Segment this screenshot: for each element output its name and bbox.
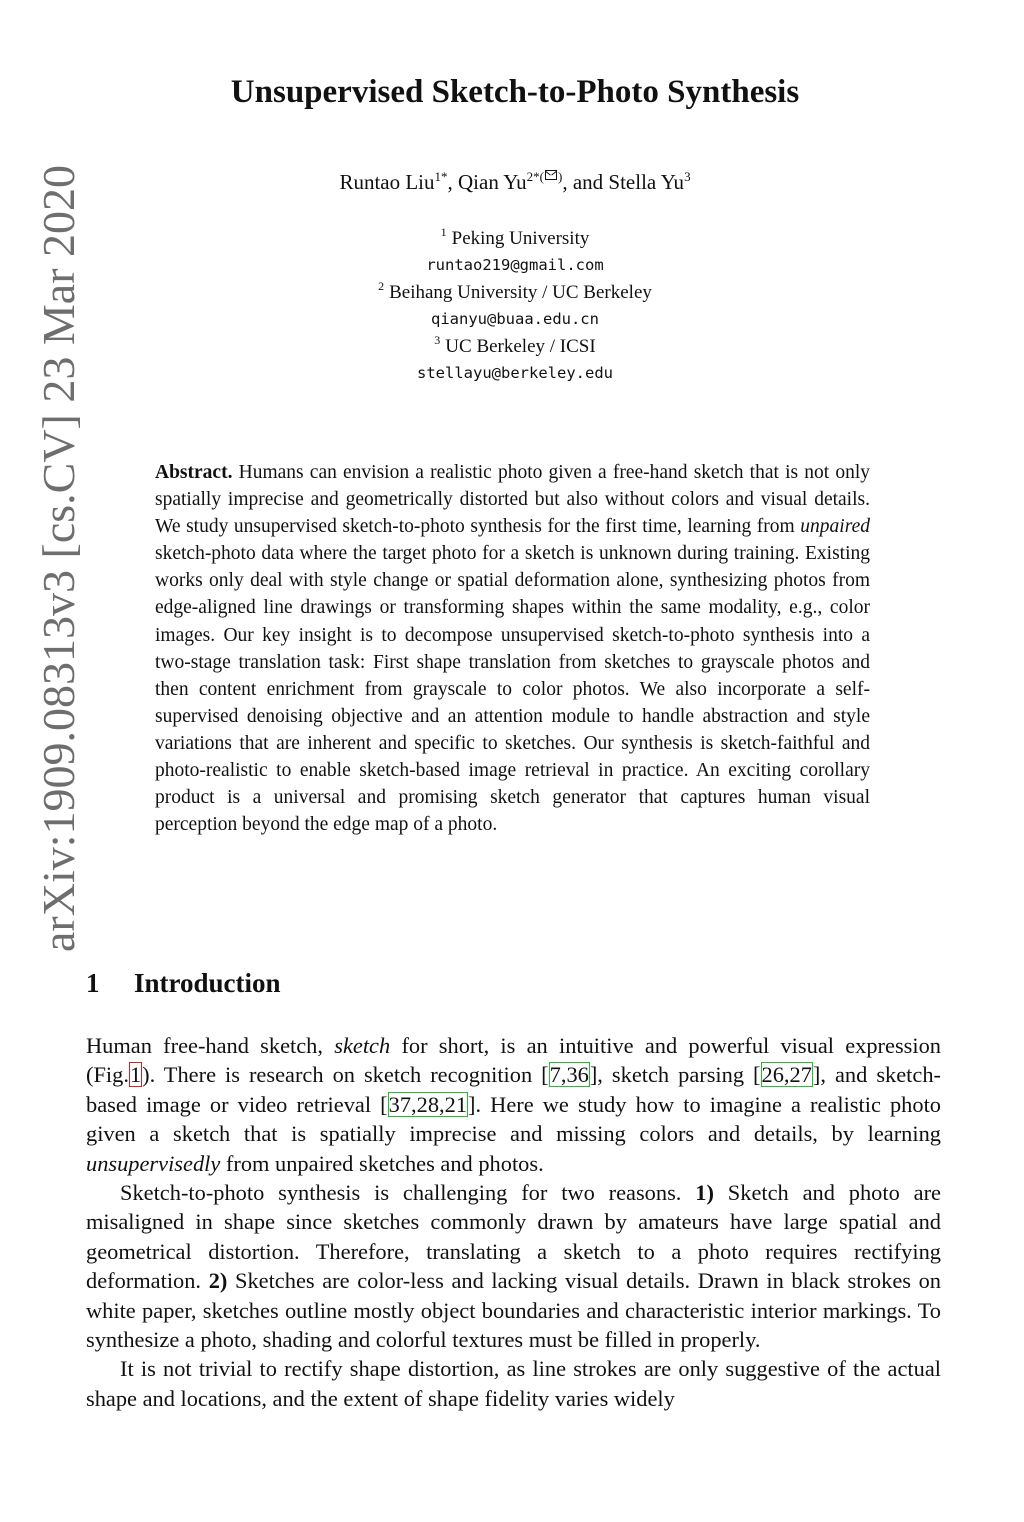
paragraph: It is not trivial to rectify shape distortion, as line strokes are only suggestive of the actual shape and locations, and the extent of shape fidelity varies widely [86,1356,941,1411]
text-run: for short, is an intuitive and powerful visual expression (Fig. [86,1033,941,1088]
text-run: Sketch-to-photo synthesis is challenging for two reasons. [120,1180,682,1206]
paper-title: Unsupervised Sketch-to-Photo Synthesis [230,74,800,110]
text-run: ). There is research on sketch recognition [ [142,1062,549,1088]
emphasis: unsupervisedly [86,1150,221,1176]
affiliation-number: 2 [378,279,385,293]
abstract-text: sketch-photo data where the target photo for a sketch is unknown during training. Existing works only deal with style change or spatial deformation alone, synthesizing photos from edge-aligned line drawings or transforming shapes within the same modality, e.g., color images. Our key insight is to decompose unsupervised sketch-to-photo synthesis into a two-stage translation task: First shape translation from sketches to grayscale photos and then content enrichment from grayscale to color photos. We also incorporate a self-supervised denoising objective and an attention module to handle abstraction and style variations that are inherent and specific to sketches. Our synthesis is sketch-faithful and photo-realistic to enable sketch-based image retrieval in practice. An exciting corollary product is a universal and promising sketch generator that captures human visual perception beyond the edge map of a photo. [155,543,870,836]
section-number: 1 [86,968,100,998]
figure-link[interactable]: 1 [129,1062,142,1088]
arxiv-identifier: arXiv:1909.08313v3 [cs.CV] 23 Mar 2020 [33,164,84,952]
affiliation-email[interactable]: runtao219@gmail.com [426,256,604,274]
affiliations [130,225,900,387]
text-run: Sketch and photo are misaligned in shape since sketches commonly drawn by amateurs have large spatial and geometrical distortion. Therefore, translating a sketch to a photo requires rectifying deformation. [86,1180,941,1294]
affiliation [130,333,900,360]
author-list [130,170,900,195]
affiliation-name: UC Berkeley / ICSI [445,336,596,357]
affiliation [130,225,900,252]
text-run: from unpaired sketches and photos. [225,1150,544,1176]
author-name: Stella Yu [608,170,685,194]
citation-number: 27 [789,1062,812,1088]
text-run: Sketches are color-less and lacking visual details. Drawn in black strokes on white paper, sketches outline mostly object boundaries and characteristic interior markings. To synthesize a photo, shading and colorful textures must be filled in properly. [86,1268,942,1353]
affiliation-name: Peking University [451,228,590,249]
citation-number: 7 [549,1062,561,1088]
author-affil: 3 [684,169,691,184]
citation-number: 26 [761,1062,784,1088]
citation-link[interactable]: 37,28,21 [388,1091,468,1117]
affiliation-number: 1 [440,225,447,239]
paragraph [86,1178,941,1354]
author-name: Qian Yu [458,170,527,194]
text-run: ]. Here we study how to imagine a realistic photo given a sketch that is spatially imprecise and missing colors and details, by learning [86,1091,941,1147]
section-title: Introduction [134,968,281,998]
text-run: ], and sketch-based image or video retrieval [ [86,1062,941,1117]
author-separator: , and [562,170,609,194]
section-heading [86,968,786,999]
affiliation [130,279,900,306]
author-affil [527,169,563,184]
affiliation-email[interactable]: qianyu@buaa.edu.cn [431,310,599,328]
citation-number: 28 [416,1091,440,1117]
text-run: Human free-hand sketch, [86,1033,323,1058]
author-affil-num: 2*( [526,169,544,184]
affiliation-number: 3 [434,333,441,347]
affiliation-email[interactable]: stellayu@berkeley.edu [417,364,613,382]
abstract [155,459,870,838]
enumeration-marker: 2) [208,1268,228,1294]
author-affil-close: ) [558,169,563,184]
affiliation-name: Beihang University / UC Berkeley [389,282,652,303]
enumeration-marker: 1) [695,1180,714,1206]
author-separator: , [447,170,459,194]
author-name: Runtao Liu [339,170,435,194]
citation-number: 37 [388,1091,412,1117]
abstract-emphasis: unpaired [800,516,870,538]
body-text [86,1031,941,1413]
envelope-icon [545,170,557,180]
abstract-label: Abstract. [155,462,233,483]
author-affil: 1* [434,169,448,184]
emphasis: sketch [334,1033,391,1058]
abstract-text: Humans can envision a realistic photo given a free-hand sketch that is not only spatially imprecise and geometrically distorted but also without colors and visual details. We study unsupervised sketch-to-photo synthesis for the first time, learning from [155,462,871,538]
paragraph [86,1031,941,1178]
citation-link[interactable]: 26,27 [761,1062,812,1088]
text-run: ], sketch parsing [ [589,1062,761,1088]
citation-number: 21 [444,1091,468,1117]
citation-link[interactable]: 7,36 [549,1062,589,1088]
citation-number: 36 [566,1062,589,1088]
